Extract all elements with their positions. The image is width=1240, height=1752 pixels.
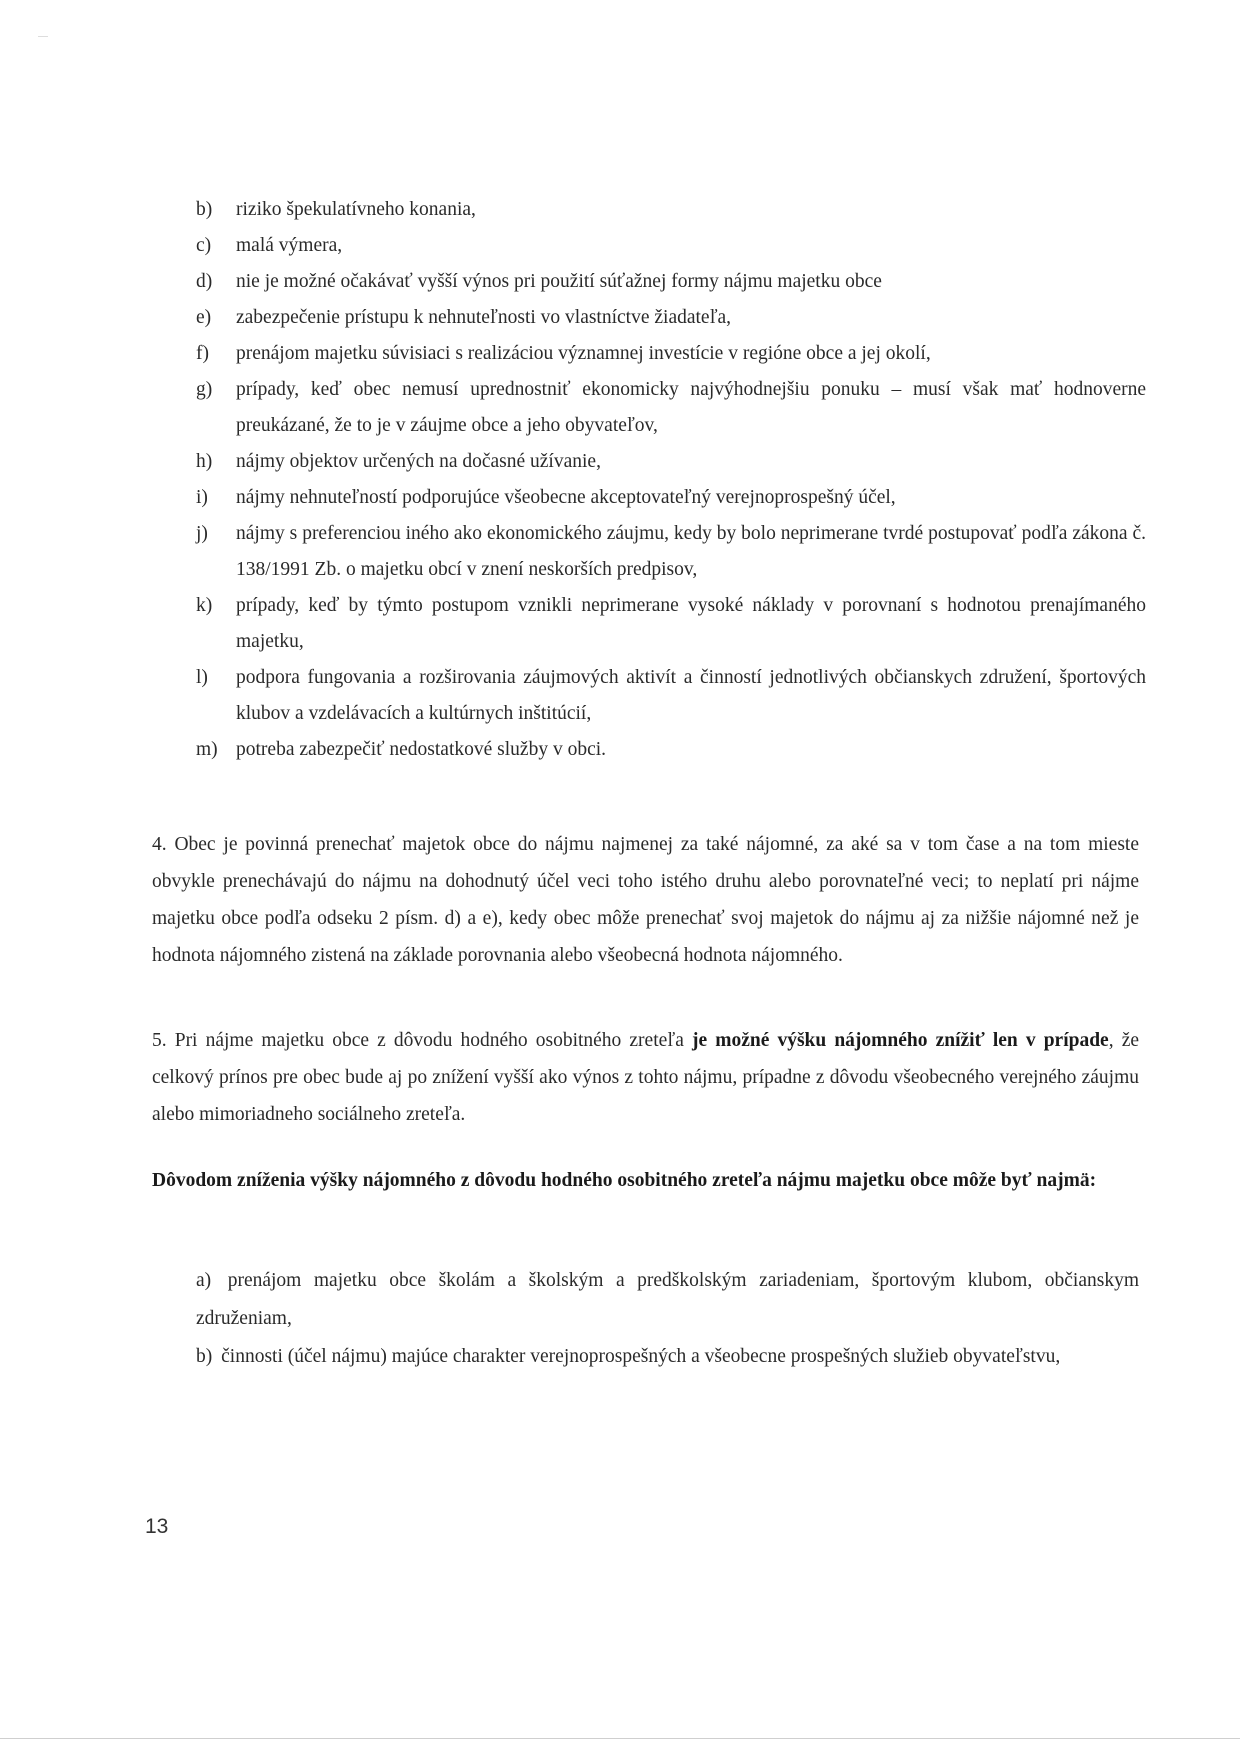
list-item-letter: c) [196, 235, 212, 256]
reasons-list [196, 1262, 1139, 1376]
list-item [196, 1338, 1139, 1376]
list-item-letter: b) [196, 199, 213, 220]
list-item-text: prípady, keď by týmto postupom vznikli neprimerane vysoké náklady v porovnaní s hodnotou prenajímaného majetku, [236, 595, 1146, 652]
list-item-text: potreba zabezpečiť nedostatkové služby v obci. [236, 739, 607, 760]
list-item-letter: i) [196, 487, 208, 508]
list-item-letter: k) [196, 595, 213, 616]
list-item-text: malá výmera, [236, 235, 343, 256]
list-item [196, 228, 1146, 264]
scan-edge-line [0, 1738, 1240, 1739]
list-item-letter: g) [196, 379, 213, 400]
paragraph-5-text: 5. Pri nájme majetku obce z dôvodu hodného osobitného zreteľa [152, 1030, 692, 1051]
list-item-letter: m) [196, 739, 218, 760]
list-item-text: nie je možné očakávať vyšší výnos pri použití súťažnej formy nájmu majetku obce [236, 271, 882, 292]
list-item-letter: f) [196, 343, 209, 364]
list-item-text: riziko špekulatívneho konania, [236, 199, 476, 220]
list-item [196, 300, 1146, 336]
list-item-letter: h) [196, 451, 213, 472]
list-item [196, 516, 1146, 588]
list-item-text: činnosti (účel nájmu) majúce charakter verejnoprospešných a všeobecne prospešných služieb obyvateľstvu, [221, 1346, 1061, 1367]
section-heading: Dôvodom zníženia výšky nájomného z dôvodu hodného osobitného zreteľa nájmu majetku obce môže byť najmä: [152, 1170, 1097, 1191]
list-item-text: prípady, keď obec nemusí uprednostniť ekonomicky najvýhodnejšiu ponuku – musí však mať hodnoverne preukázané, že to je v záujme obce a jeho obyvateľov, [236, 379, 1146, 436]
list-item-letter: d) [196, 271, 213, 292]
list-item-text: prenájom majetku súvisiaci s realizáciou významnej investície v regióne obce a jej okolí, [236, 343, 931, 364]
list-item-letter: j) [196, 523, 208, 544]
list-item [196, 660, 1146, 732]
list-item [196, 264, 1146, 300]
paragraph-5 [152, 1022, 1139, 1133]
list-item [196, 444, 1146, 480]
list-item-letter: b) [196, 1346, 213, 1367]
list-item [196, 732, 1146, 768]
list-item-letter: l) [196, 667, 208, 688]
list-item [196, 372, 1146, 444]
list-item [196, 1262, 1139, 1338]
scan-mark [38, 36, 48, 37]
list-item-text: nájmy s preferenciou iného ako ekonomického záujmu, kedy by bolo neprimerane tvrdé postupovať podľa zákona č. 138/1991 Zb. o majetku obcí v znení neskorších predpisov, [236, 523, 1146, 580]
list-item-letter: a) [196, 1270, 212, 1291]
paragraph-5-emphasis: je možné výšku nájomného znížiť len v prípade [691, 1030, 1109, 1051]
paragraph-4: 4. Obec je povinná prenechať majetok obce do nájmu najmenej za také nájomné, za aké sa v tom čase a na tom mieste obvykle prenechávajú do nájmu na dohodnutý účel veci toho istého druhu alebo porovnateľné veci; to neplatí pri nájme majetku obce podľa odseku 2 písm. d) a e), kedy obec môže prenechať svoj majetok do nájmu aj za nižšie nájomné než je hodnota nájomného zistená na základe porovnania alebo všeobecná hodnota nájomného. [152, 834, 1139, 966]
list-item [196, 588, 1146, 660]
list-item-text: zabezpečenie prístupu k nehnuteľnosti vo vlastníctve žiadateľa, [236, 307, 732, 328]
paragraph-5-text-end: , že celkový prínos pre obec bude aj po znížení vyšší ako výnos z tohto nájmu, prípadne z dôvodu všeobecného verejného záujmu alebo mimoriadneho sociálneho zreteľa. [152, 1030, 1139, 1125]
list-item-text: podpora fungovania a rozširovania záujmových aktivít a činností jednotlivých občianskych združení, športových klubov a vzdelávacích a kultúrnych inštitúcií, [236, 667, 1146, 724]
list-item [196, 480, 1146, 516]
list-item [196, 336, 1146, 372]
list-item-text: prenájom majetku obce školám a školským a predškolským zariadeniam, športovým klubom, občianskym združeniam, [196, 1270, 1139, 1329]
list-item-text: nájmy objektov určených na dočasné užívanie, [236, 451, 601, 472]
list-item-letter: e) [196, 307, 212, 328]
list-item [196, 192, 1146, 228]
list-item-text: nájmy nehnuteľností podporujúce všeobecne akceptovateľný verejnoprospešný účel, [236, 487, 896, 508]
page-number: 13 [145, 1515, 169, 1538]
conditions-list [196, 192, 1146, 768]
